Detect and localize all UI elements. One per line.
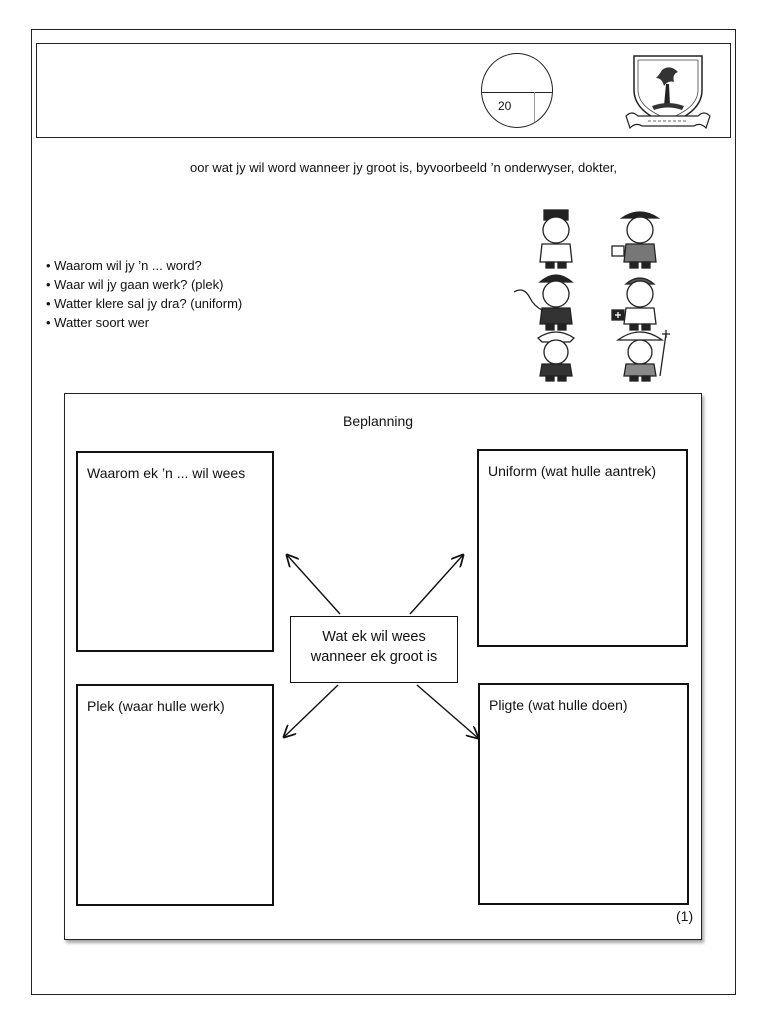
question-list bbox=[46, 256, 242, 332]
reason-box-label: Waarom ek ’n ... wil wees bbox=[87, 465, 246, 481]
score-divider-line bbox=[482, 92, 552, 93]
score-total: 20 bbox=[498, 99, 512, 113]
center-topic-box bbox=[290, 616, 458, 683]
marks-label: (1) bbox=[676, 908, 694, 924]
duties-box[interactable] bbox=[478, 683, 689, 905]
occupation-characters-icon bbox=[510, 206, 720, 382]
uniform-box-label: Uniform (wat hulle aantrek) bbox=[488, 463, 657, 479]
duties-box-label: Pligte (wat hulle doen) bbox=[489, 697, 628, 713]
intro-instruction: oor wat jy wil word wanneer jy groot is, byvoorbeeld ’n onderwyser, dokter, bbox=[190, 160, 618, 175]
place-box[interactable] bbox=[76, 684, 274, 906]
planning-title: Beplanning bbox=[343, 413, 414, 429]
question-item: • Watter soort wer bbox=[46, 313, 242, 332]
place-box-label: Plek (waar hulle werk) bbox=[87, 698, 225, 714]
firefighter-figure bbox=[514, 275, 572, 330]
chef-figure bbox=[540, 210, 572, 268]
school-crest-icon bbox=[622, 50, 714, 134]
reason-box[interactable] bbox=[76, 451, 274, 652]
question-item: • Watter klere sal jy dra? (uniform) bbox=[46, 294, 242, 313]
score-divider-vertical bbox=[534, 92, 535, 127]
uniform-box[interactable] bbox=[477, 449, 688, 647]
postman-figure bbox=[612, 212, 658, 268]
farmer-figure bbox=[618, 330, 670, 381]
score-circle bbox=[481, 53, 553, 128]
center-topic-line1: Wat ek wil wees bbox=[322, 629, 426, 645]
question-item: • Waarom wil jy ’n ... word? bbox=[46, 256, 242, 275]
police-figure bbox=[538, 332, 574, 381]
doctor-figure bbox=[612, 278, 656, 330]
question-item: • Waar wil jy gaan werk? (plek) bbox=[46, 275, 242, 294]
center-topic-line2: wanneer ek groot is bbox=[310, 649, 438, 665]
